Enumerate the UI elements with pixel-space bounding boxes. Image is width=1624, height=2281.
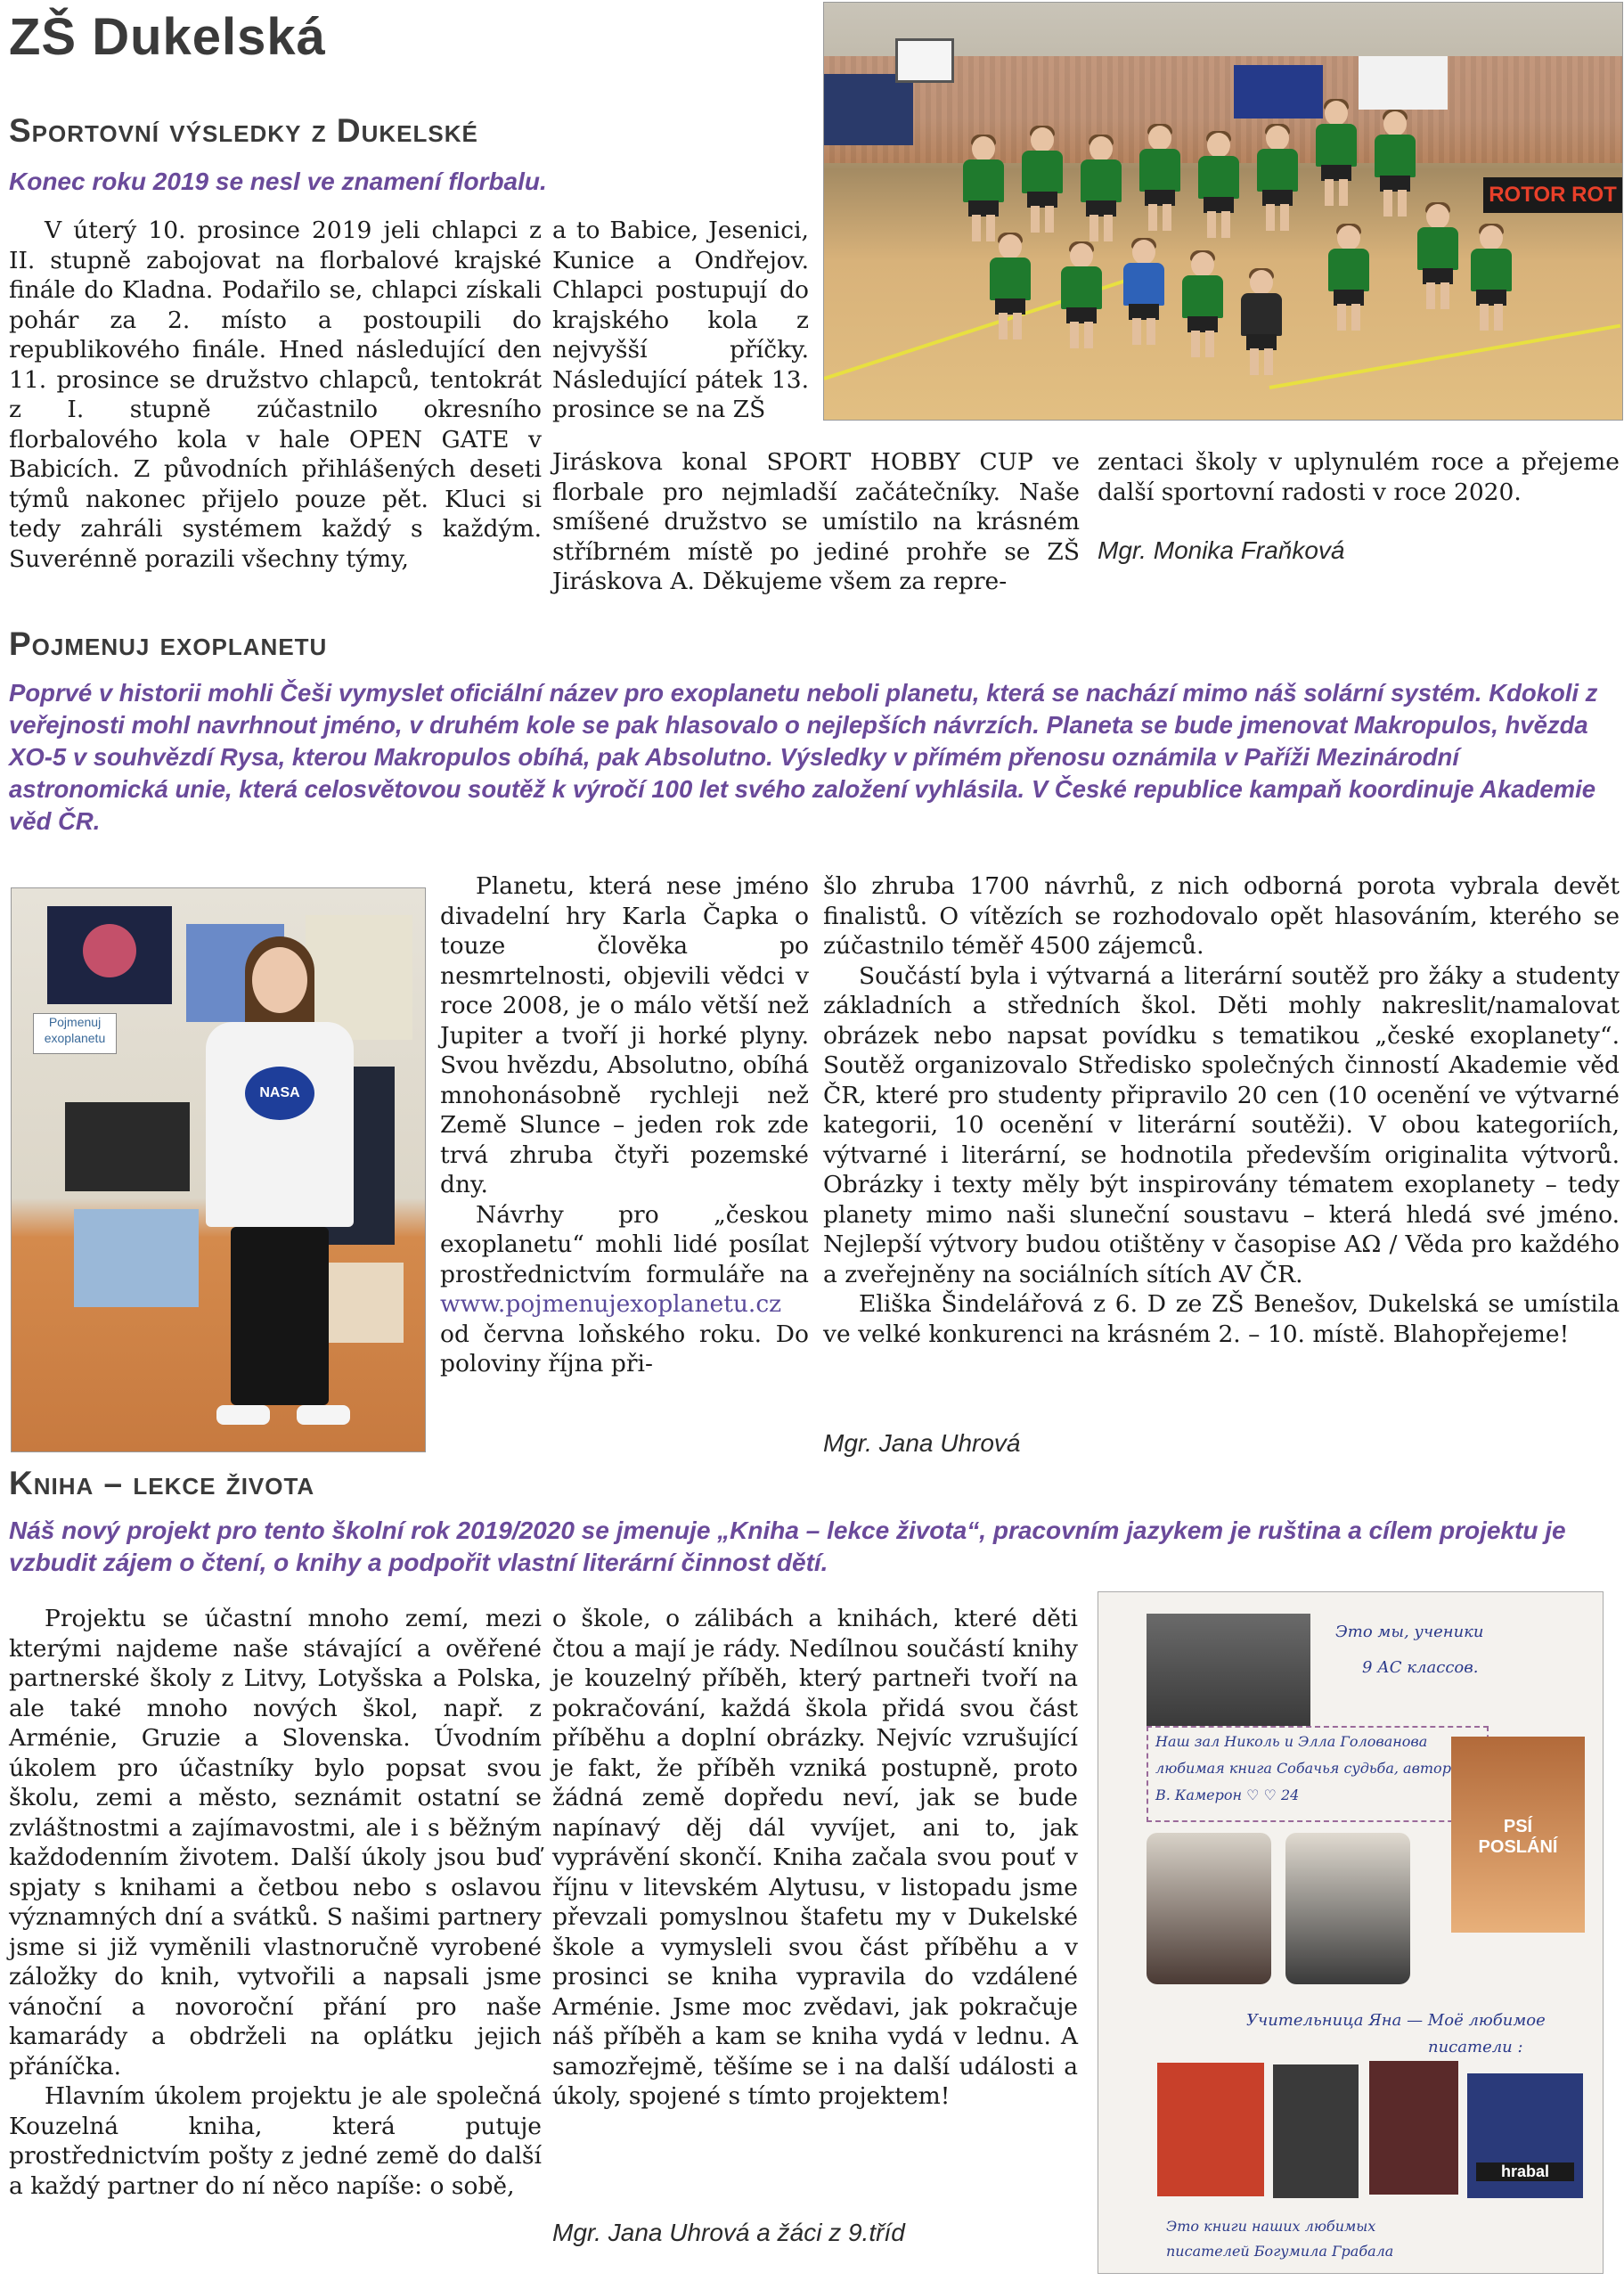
florbal-team-photo (823, 2, 1623, 421)
sport-signature: Mgr. Monika Fraňková (1098, 536, 1345, 564)
student-photo-2 (1285, 1833, 1410, 1984)
book-lead: Náš nový projekt pro tento školní rok 2019/2020 se jmenuje „Kniha – lekce života“, pracovním jazykem je ruština a cílem projektu je vzbudit zájem o čtení, o knihy a podpořit vlastní literární činnost dětí. (9, 1517, 1566, 1576)
book-signature: Mgr. Jana Uhrová a žáci z 9.tříd (552, 2219, 905, 2246)
exoplanet-label: Pojmenuj exoplanetu (33, 1013, 117, 1054)
sport-section-title: Sportovní výsledky z Dukelské (9, 112, 478, 149)
book-column-2 (552, 1604, 1078, 2112)
dedication-box (1147, 1726, 1489, 1822)
sport-column-2a (552, 216, 809, 425)
book-cover-title: PSÍ POSLÁNÍ (1478, 1817, 1558, 1857)
exo-paragraph-3: šlo zhruba 1700 návrhů, z nich odborná porota vybrala devět finalistů. O vítězích se rozhodovalo opět hlasováním, kterého se zúčastnilo téměř 4500 zájemců. (823, 872, 1620, 960)
exo-paragraph-5: Eliška Šindelářová z 6. D ze ZŠ Benešov, Dukelská se umístila ve velké konkurenci na krásném 2. – 10. místě. Blahopřejeme! (823, 1290, 1620, 1348)
book-paragraph-1: Projektu se účastní mnoho zemí, mezi kterými najdeme naše stávající a ověřené partnerské školy z Litvy, Lotyšska a Polska, ale také mnoho nových škol, např. z Arménie, Gruzie a Slovenska. Úvodním úkolem pro účastníky bylo popsat svou školu, zemi a město, seznámit ostatní se zvláštnostmi a zajímavostmi, ale i s běžným každodenním životem. Další úkoly jsou buď spjaty s knihami a četbou nebo s oslavou významných dní a svátků. S našimi partnery jsme si již vyměnili vlastnoručně vyrobené záložky do knih, vytvořili a napsali jsme vánoční a novoroční přání pro naše kamarády a obdrželi na oplátku jejich přáníčka. (9, 1605, 542, 2081)
book-paragraph-3: o škole, o zálibách a knihách, které děti čtou a mají je rády. Nedílnou součástí knihy je kouzelný příběh, který partneři tvoří na pokračování, každá škola přidá svou část příběhu a doplní obrázky. Nejvíc vzrušující je fakt, že příběh vzniká postupně, proto žádná země dopředu neví, jak se bude napínavý děj dál vyvíjet, ani to, jak vyprávění skončí. Kniha začala svou pouť v říjnu v litevském Alytusu, v listopadu jsme převzali pomyslnou štafetu my v Dukelské škole a vymysleli svou část příběhu a v prosinci se kniha vypravila do vzdálené Arménie. Jsme moc zvědavi, jak pokračuje náš příběh a kam se kniha vydá v lednu. A samozřejmě, těšíme se i na další události a úkoly, spojené s tímto projektem! (552, 1605, 1078, 2110)
handwriting-line-6: Учительница Яна — Моё любимое (1246, 2011, 1546, 2030)
exo-paragraph-1: Planetu, která nese jméno divadelní hry Karla Čapka o touze člověka po nesmrtelnosti, objevili vědci v roce 2008, je o málo větší než Jupiter a tvoří ji horké plyny. Svou hvězdu, Absolutno, obíhá mnohonásobně rychleji než Země Slunce – jeden rok zde trvá zhruba čtyři pozemské dny. (440, 872, 809, 1198)
handwriting-line-8: Это книги наших любимых (1166, 2218, 1376, 2235)
sport-column-2b (552, 447, 1080, 597)
sport-paragraph-1: V úterý 10. prosince 2019 jeli chlapci z II. stupně zabojovat na florbalové krajské finále do Kladna. Podařilo se, chlapci získali pohár za 2. místo a postoupili do republikového finále. Hned následující den 11. prosince se družstvo chlapců, tentokrát z I. stupně zúčastnilo okresního florbalového kola v hale OPEN GATE v Babicích. Z původních přihlášených deseti týmů nakonec přijelo pouze pět. Kluci si tedy zahráli systémem každý s každým. Suverénně porazili všechny týmy, (9, 217, 542, 573)
book-photo-3 (1369, 2061, 1458, 2195)
exo-paragraph-2 (440, 1200, 809, 1379)
book-column-1 (9, 1604, 542, 2201)
book-photo-4 (1467, 2073, 1583, 2198)
handwriting-line-4: любимая книга Собачья судьба, автор (1155, 1760, 1451, 1777)
exo-paragraph-4: Součástí byla i výtvarná a literární soutěž pro žáky a studenty základních a středních škol. Děti mohly nakreslit/namalovat obrázek nebo napsat povídku s tematikou „české exoplanety“. Soutěž organizovalo Středisko společných činností Akademie věd ČR, které pro studenty připravilo 20 cen (10 ocenění ve výtvarné kategorii, 10 ocenění v literární soutěži). V obou kategoriích, výtvarné i literární, se hodnotila především originalita výtvorů. Obrázky i texty měly být inspirovány tématem exoplanety – tedy planety mimo naši sluneční soustavu – která hledá své jméno. Nejlepší výtvory budou otištěny v časopise AΩ / Věda pro každého a zveřejněny na sociálních sítích AV ČR. (823, 961, 1620, 1288)
sport-paragraph-2b: Jiráskova konal SPORT HOBBY CUP ve florbale pro nejmladší začátečníky. Naše smíšené družstvo se umístilo na krásném stříbrném místě po jediné prohře se ZŠ Jiráskova A. Děkujeme všem za repre- (552, 448, 1080, 595)
handwriting-line-5: В. Камерон ♡ ♡ 24 (1155, 1786, 1300, 1803)
basketball-hoop-icon (895, 38, 954, 83)
sport-lead: Konec roku 2019 se nesl ve znamení florbalu. (9, 168, 547, 195)
book-cover-photo (1451, 1737, 1585, 1933)
book-section-title: Kniha – lekce života (9, 1465, 315, 1501)
book-photo-1 (1157, 2063, 1264, 2196)
handwriting-line-7: писатели : (1428, 2038, 1523, 2056)
handwriting-line-1: Это мы, ученики (1335, 1623, 1484, 1641)
student-exoplanet-photo (11, 887, 426, 1452)
book-paragraph-2: Hlavním úkolem projektu je ale společná Kouzelná kniha, která putuje prostřednictvím pošty z jedné země do další a každý partner do ní něco napíše: o sobě, (9, 2082, 542, 2200)
exo-signature: Mgr. Jana Uhrová (823, 1429, 1021, 1457)
masthead: ZŠ Dukelská (9, 8, 326, 66)
sport-column-1 (9, 216, 542, 574)
student-photo-1 (1147, 1833, 1271, 1984)
exo-column-2 (823, 871, 1620, 1349)
exo-lead: Poprvé v historii mohli Češi vymyslet oficiální název pro exoplanetu neboli planetu, která se nachází mimo náš solární systém. Kdokoli z veřejnosti mohl navrhnout jméno, v druhém kole se pak hlasovalo o nejlepších návrzích. Planeta se bude jmenovat Makropulos, hvězda XO-5 v souhvězdí Rysa, kterou Makropulos obíhá, pak Absolutno. Výsledky v přímém přenosu oznámila v Paříži Mezinárodní astronomická unie, která celosvětovou soutěž k výročí 100 let svého založení vyhlásila. V České republice kampaň koordinuje Akademie věd ČR. (9, 679, 1598, 835)
magic-book-photo (1098, 1591, 1604, 2274)
book-photo-2 (1273, 2064, 1359, 2198)
sponsor-banner: ROTOR ROT (1483, 177, 1622, 213)
sport-paragraph-2a: a to Babice, Jesenici, Kunice a Ondřejov. Chlapci postupují do krajského kola z nejvyšší příčky. Následující pátek 13. prosince se na ZŠ (552, 217, 809, 423)
exoplanet-website-link[interactable]: www.pojmenujexoplanetu.cz (440, 1290, 782, 1318)
handwriting-line-3: Наш зал Николь и Элла Голованова (1155, 1733, 1428, 1750)
handwriting-line-2: 9 АС классов. (1362, 1658, 1479, 1677)
sport-column-3 (1098, 447, 1620, 507)
exo-section-title: Pojmenuj exoplanetu (9, 625, 328, 662)
exo-column-1 (440, 871, 809, 1379)
nasa-logo: NASA (245, 1067, 314, 1120)
sport-paragraph-3: zentaci školy v uplynulém roce a přejeme další sportovní radosti v roce 2020. (1098, 448, 1620, 506)
planet-drawing-icon (83, 924, 136, 977)
hrabal-logo: hrabal (1476, 2162, 1574, 2181)
exo-paragraph-2-end: od června loňského roku. Do poloviny října při- (440, 1320, 809, 1378)
exo-paragraph-2-text: Návrhy pro „českou exoplanetu“ mohli lidé posílat prostřednictvím formuláře na (440, 1200, 809, 1288)
classroom-photo (1147, 1614, 1310, 1726)
handwriting-line-9: писателей Богумила Грабала (1166, 2243, 1394, 2260)
